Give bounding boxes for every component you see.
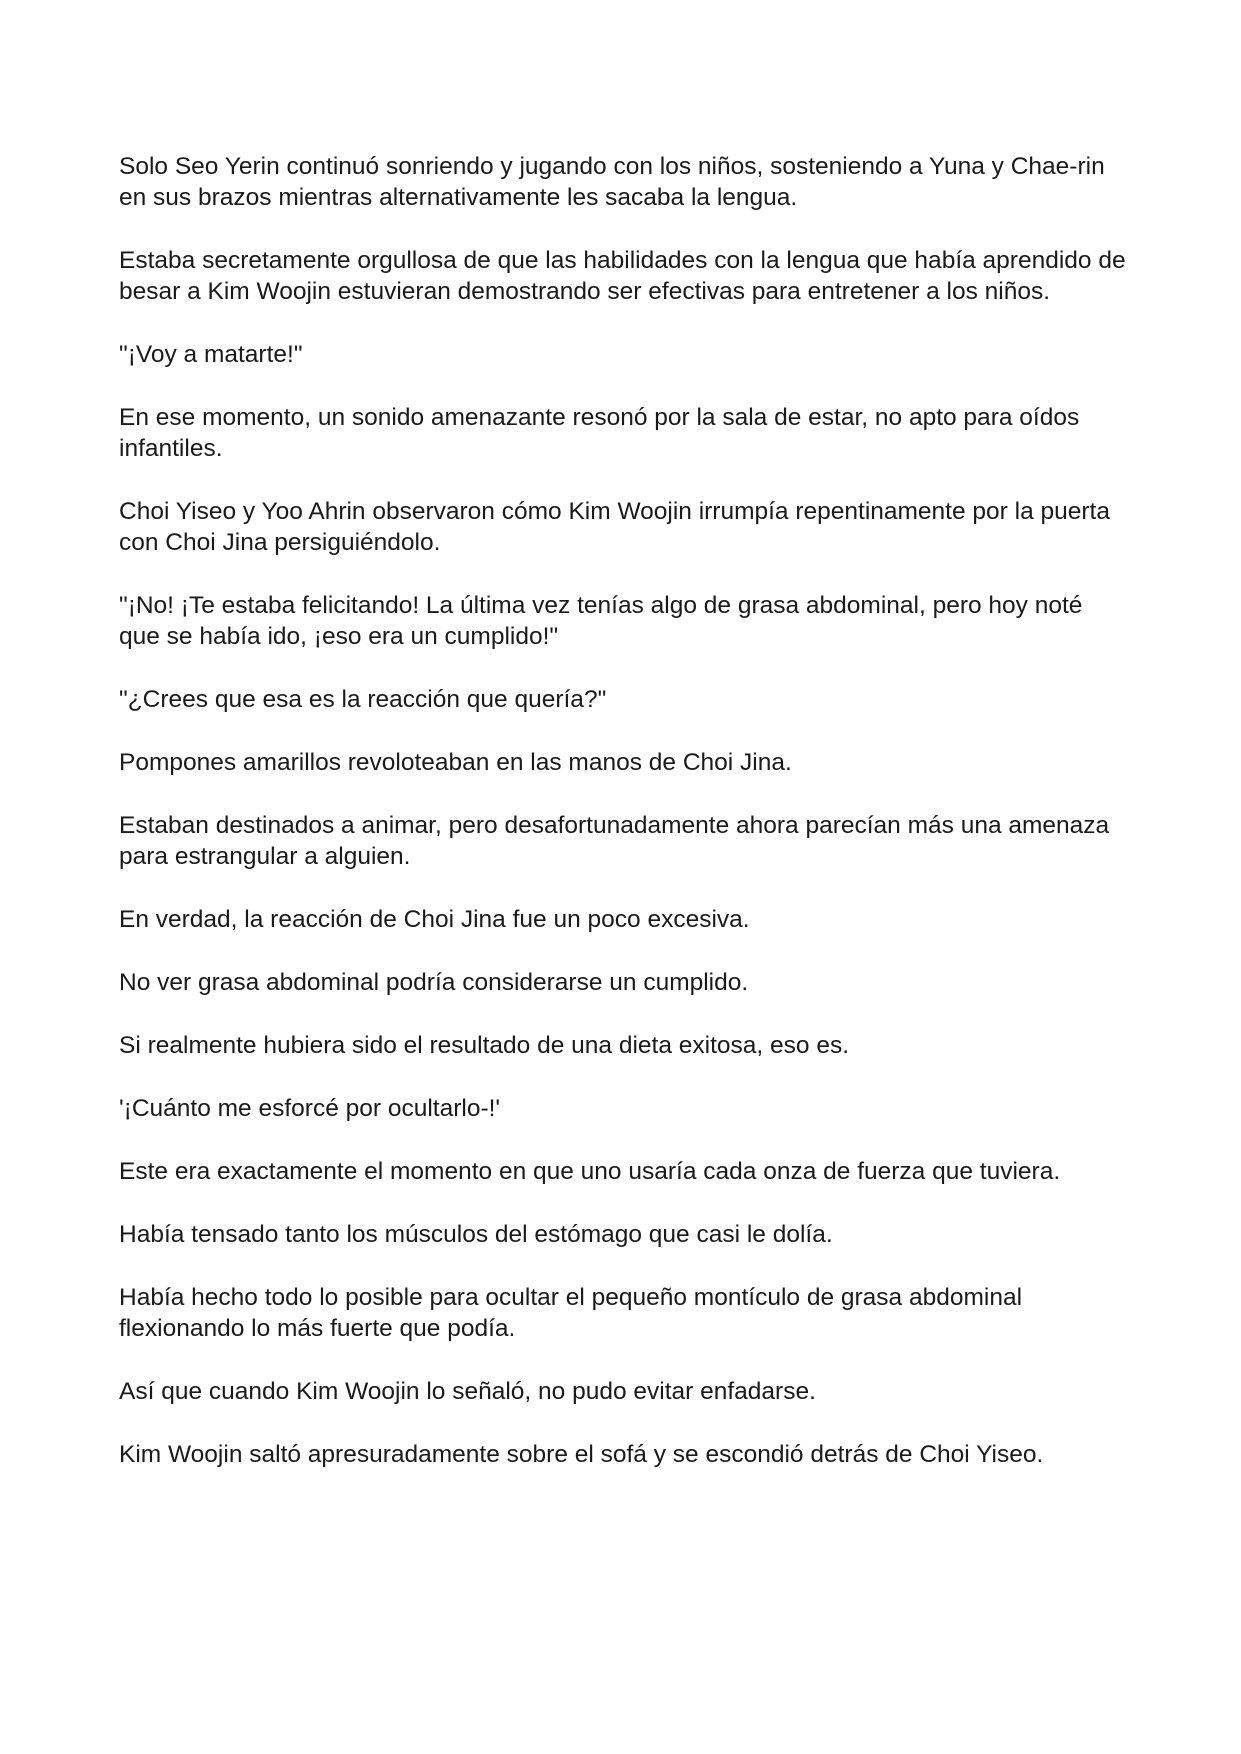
- paragraph-12: Si realmente hubiera sido el resultado de una dieta exitosa, eso es.: [119, 1032, 850, 1059]
- paragraph-2: Estaba secretamente orgullosa de que las habilidades con la lengua que había aprendido de besar a Kim Woojin estuvieran demostrando ser efectivas para entretener a los niños.: [119, 247, 1126, 305]
- paragraph-17: Así que cuando Kim Woojin lo señaló, no pudo evitar enfadarse.: [119, 1378, 816, 1405]
- paragraph-18: Kim Woojin saltó apresuradamente sobre el sofá y se escondió detrás de Choi Yiseo.: [119, 1441, 1044, 1468]
- paragraph-11: No ver grasa abdominal podría considerarse un cumplido.: [119, 969, 749, 996]
- paragraph-5: Choi Yiseo y Yoo Ahrin observaron cómo Kim Woojin irrumpía repentinamente por la puerta con Choi Jina persiguiéndolo.: [119, 498, 1110, 556]
- paragraph-3: "¡Voy a matarte!": [119, 341, 303, 368]
- paragraph-10: En verdad, la reacción de Choi Jina fue un poco excesiva.: [119, 906, 750, 933]
- paragraph-1: Solo Seo Yerin continuó sonriendo y jugando con los niños, sosteniendo a Yuna y Chae-rin en sus brazos mientras alternativamente les sacaba la lengua.: [119, 153, 1105, 211]
- paragraph-6: "¡No! ¡Te estaba felicitando! La última vez tenías algo de grasa abdominal, pero hoy noté que se había ido, ¡eso era un cumplido!": [119, 592, 1083, 650]
- paragraph-16: Había hecho todo lo posible para ocultar el pequeño montículo de grasa abdominal flexionando lo más fuerte que podía.: [119, 1284, 1023, 1342]
- paragraph-14: Este era exactamente el momento en que uno usaría cada onza de fuerza que tuviera.: [119, 1158, 1061, 1185]
- paragraph-9: Estaban destinados a animar, pero desafortunadamente ahora parecían más una amenaza para estrangular a alguien.: [119, 812, 1110, 870]
- paragraph-15: Había tensado tanto los músculos del estómago que casi le dolía.: [119, 1221, 833, 1248]
- paragraph-13: '¡Cuánto me esforcé por ocultarlo-!': [119, 1095, 501, 1122]
- paragraph-7: "¿Crees que esa es la reacción que quería?": [119, 686, 607, 713]
- document-body: [119, 151, 1129, 1502]
- paragraph-4: En ese momento, un sonido amenazante resonó por la sala de estar, no apto para oídos infantiles.: [119, 404, 1080, 462]
- paragraph-8: Pompones amarillos revoloteaban en las manos de Choi Jina.: [119, 749, 792, 776]
